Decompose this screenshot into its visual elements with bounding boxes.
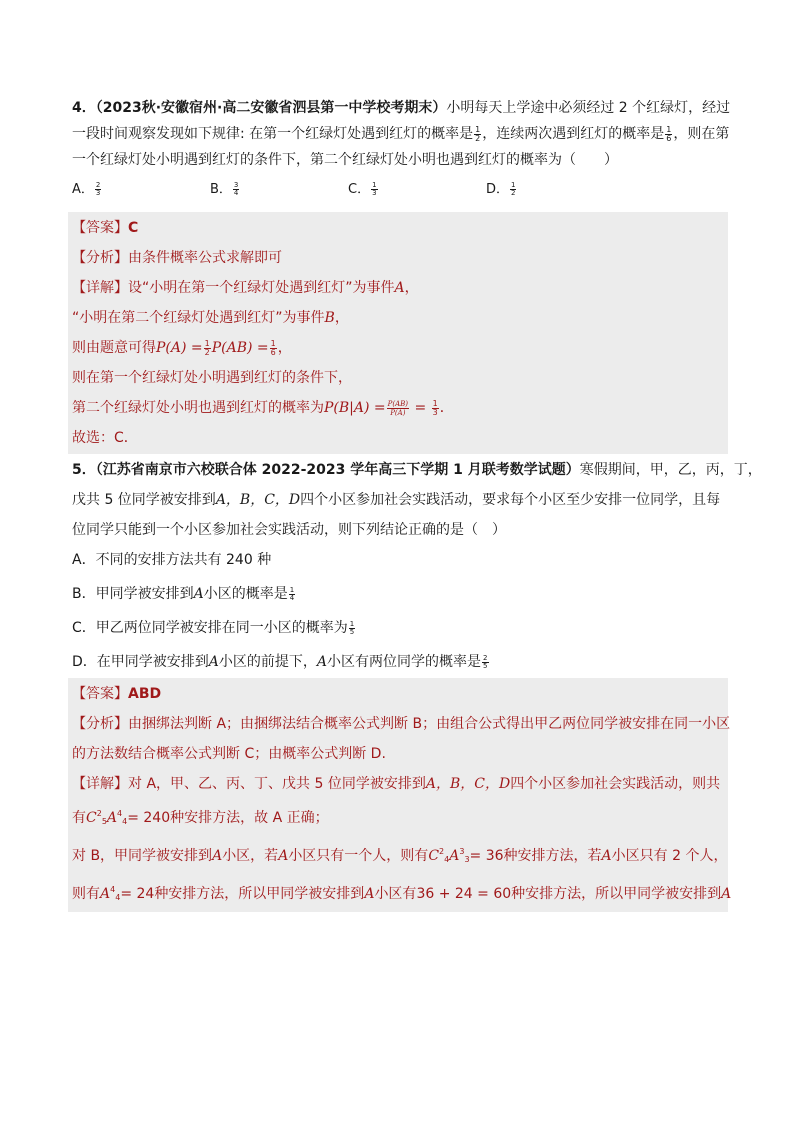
- q4-line-3: 一个红绿灯处小明遇到红灯的条件下，第二个红绿灯处小明也遇到红灯的概率为（ ）: [72, 152, 618, 168]
- q5-analysis-1: 【分析】由捆绑法判断 A；由捆绑法结合概率公式判断 B；由组合公式得出甲乙两位同学被安排在同一小区: [72, 716, 731, 732]
- q5-option-a: A．不同的安排方法共有 240 种: [72, 552, 272, 568]
- q4-option-b: B． $\frac{3}{4}$: [210, 181, 239, 197]
- q4-option-a: A． $\frac{2}{3}$: [72, 181, 101, 197]
- q4-option-d: D． $\frac{1}{2}$: [486, 181, 516, 197]
- q4-detail-4: 则在第一个红绿灯处小明遇到红灯的条件下，: [72, 370, 352, 386]
- q5-answer: 【答案】ABD: [72, 686, 162, 702]
- q4-detail-3: 则由题意可得P(A) = $\frac{1}{2}$ P(AB) = $\frac{1}{6}$ ，: [72, 338, 292, 357]
- document-page: [72, 98, 762, 912]
- q5-detail-1: 【详解】对 A，甲、乙、丙、丁、戊共 5 位同学被安排到A，B，C，D四个小区参加社会实践活动，则共: [72, 776, 721, 792]
- q5-line-1: 5．（江苏省南京市六校联合体 2022-2023 学年高三下学期 1 月联考数学试题）寒假期间，甲，乙，丙，丁，: [72, 462, 762, 478]
- q4-line-2: 一段时间观察发现如下规律: 在第一个红绿灯处遇到红灯的概率是 $\frac{1}{2}$ ，连续两次遇到红灯的概率是 $\frac{1}{6}$ ，则在第: [72, 124, 730, 143]
- q4-options: [72, 180, 724, 200]
- q5-option-d: D．在甲同学被安排到A小区的前提下，A小区有两位同学的概率是 $\frac{2}{5}$: [72, 653, 488, 670]
- q4-option-c: C． $\frac{1}{3}$: [348, 181, 377, 197]
- q4-detail-5: 第二个红绿灯处小明也遇到红灯的概率为P(B|A) = $\frac{P(AB)}{P(A)}$ = $\frac{1}{3}$ ．: [72, 398, 454, 417]
- q5-detail-2: 有$C^2_5A^4_4= 240$种安排方法，故 A 正确；: [72, 809, 329, 826]
- q5-option-b: B．甲同学被安排到A小区的概率是 $\frac{1}{4}$: [72, 585, 295, 602]
- q4-solution-block: [68, 212, 728, 454]
- q4-detail-2: “小明在第二个红绿灯处遇到红灯”为事件B，: [72, 310, 349, 326]
- q5-line-2: 戊共 5 位同学被安排到A，B，C，D四个小区参加社会实践活动，要求每个小区至少安排一位同学，且每: [72, 492, 721, 508]
- fraction: $\frac{1}{2}$: [475, 124, 481, 143]
- q4-number: 4．: [72, 100, 96, 116]
- q4-analysis: 【分析】由条件概率公式求解即可: [72, 250, 282, 266]
- q4-line-1: 4．（2023秋·安徽宿州·高二安徽省泗县第一中学校考期末）小明每天上学途中必须经过 2 个红绿灯，经过: [72, 100, 731, 116]
- q5-option-c: C．甲乙两位同学被安排在同一小区的概率为 $\frac{1}{5}$: [72, 619, 355, 636]
- q4-answer: 【答案】C: [72, 220, 139, 236]
- fraction: $\frac{1}{6}$: [666, 124, 672, 143]
- q5-source: （江苏省南京市六校联合体 2022-2023 学年高三下学期 1 月联考数学试题）: [95, 462, 580, 478]
- q5-number: 5．: [72, 462, 96, 478]
- q5-solution-block: [68, 678, 732, 912]
- q5-line-3: 位同学只能到一个小区参加社会实践活动，则下列结论正确的是（ ）: [72, 522, 506, 538]
- q5-analysis-2: 的方法数结合概率公式判断 C；由概率公式判断 D.: [72, 746, 386, 762]
- q4-conclusion: 故选：C．: [72, 430, 138, 446]
- q5-detail-3: 对 B，甲同学被安排到A小区，若A小区只有一个人，则有$C^2_4A^3_3= 36$种安排方法，若A小区只有 2 个人，: [72, 847, 728, 864]
- q5-detail-4: 则有$A^4_4= 24$种安排方法，所以甲同学被安排到A小区有36 + 24 = 60种安排方法，所以甲同学被安排到A: [72, 885, 732, 902]
- q4-source: （2023秋·安徽宿州·高二安徽省泗县第一中学校考期末）: [95, 100, 447, 116]
- q4-detail-1: 【详解】设“小明在第一个红绿灯处遇到红灯”为事件A，: [72, 280, 419, 296]
